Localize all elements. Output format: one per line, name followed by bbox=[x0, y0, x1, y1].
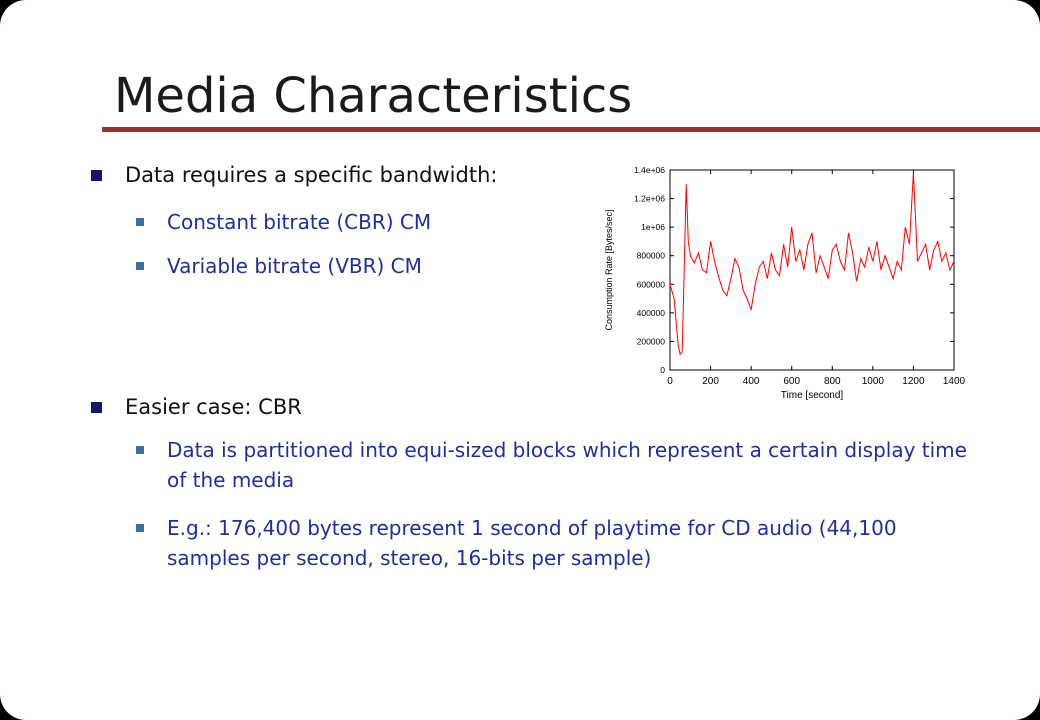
chart-lines bbox=[670, 173, 954, 354]
sub-bullet-square-icon bbox=[136, 524, 144, 532]
y-tick-label: 200000 bbox=[636, 336, 665, 347]
x-tick-label: 1400 bbox=[942, 376, 966, 387]
x-tick-label: 600 bbox=[783, 376, 801, 387]
x-tick-label: 0 bbox=[667, 376, 673, 387]
bitrate-chart bbox=[596, 158, 976, 404]
sub-bullet-square-icon bbox=[136, 218, 144, 226]
x-tick-label: 800 bbox=[823, 376, 841, 387]
y-tick-label: 1.4e+06 bbox=[634, 165, 665, 175]
y-tick-label: 400000 bbox=[636, 307, 665, 318]
y-tick-label: 800000 bbox=[636, 250, 665, 261]
sub-bullet-square-icon bbox=[136, 262, 144, 270]
sub-bullet-vbr: Variable bitrate (VBR) CM bbox=[167, 254, 422, 278]
x-tick-label: 400 bbox=[742, 376, 760, 387]
x-tick-label: 200 bbox=[702, 376, 719, 387]
chart-y-axis-label: Consumption Rate [Bytes/sec] bbox=[604, 209, 614, 331]
x-tick-label: 1000 bbox=[861, 376, 884, 387]
x-tick-label: 1200 bbox=[902, 376, 925, 387]
sub-bullet-square-icon bbox=[136, 446, 144, 454]
y-tick-label: 1.2e+06 bbox=[634, 193, 665, 204]
y-tick-label: 600000 bbox=[636, 279, 665, 290]
bullet-easier-case: Easier case: CBR bbox=[125, 395, 302, 419]
sub-bullet-partitioned: Data is partitioned into equi-sized blocks which represent a certain display time of the media bbox=[167, 438, 967, 492]
slide-title: Media Characteristics bbox=[114, 68, 633, 124]
y-tick-label: 1e+06 bbox=[641, 222, 665, 233]
bullet-square-icon bbox=[91, 402, 102, 413]
bullet-bandwidth: Data requires a specific bandwidth: bbox=[125, 163, 498, 187]
sub-bullet-cbr: Constant bitrate (CBR) CM bbox=[167, 210, 432, 234]
chart-x-axis-label: Time [second] bbox=[780, 390, 844, 401]
title-underline bbox=[102, 127, 1040, 132]
chart-svg bbox=[596, 158, 976, 404]
bullet-square-icon bbox=[91, 170, 102, 181]
consumption-rate-series bbox=[670, 173, 954, 354]
y-tick-label: 0 bbox=[660, 365, 665, 375]
sub-bullet-example: E.g.: 176,400 bytes represent 1 second of playtime for CD audio (44,100 samples per second, stereo, 16-bits per sample) bbox=[167, 516, 897, 570]
